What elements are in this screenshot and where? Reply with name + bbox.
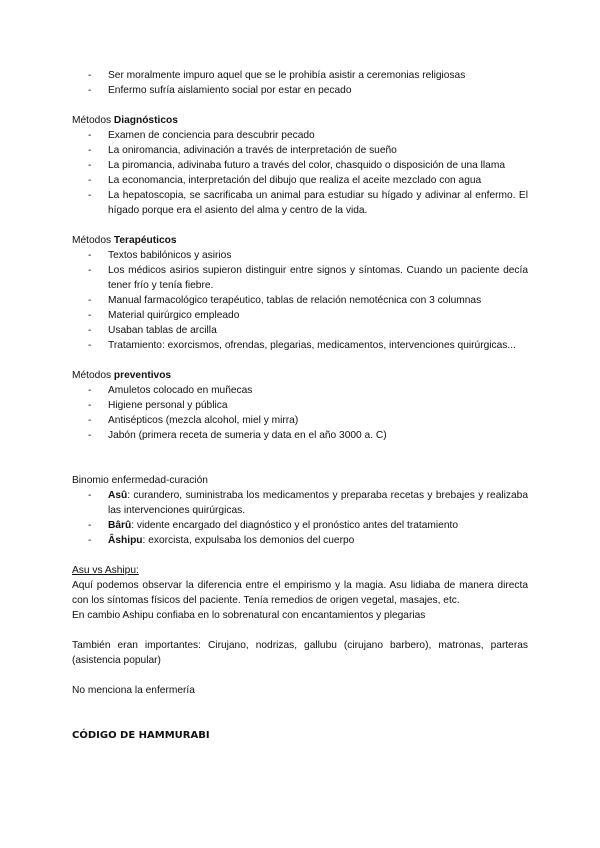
asu-vs-paragraph-1: Aquí podemos observar la diferencia entre el empirismo y la magia. Asu lidiaba de manera directa con los síntomas físicos del paciente. Tenía remedios de origen vegetal, masajes, etc. [72,580,528,606]
definition: : vidente encargado del diagnóstico y el pronóstico antes del tratamiento [131,520,458,531]
list-item: - La hepatoscopia, se sacrificaba un animal para estudiar su hígado y adivinar al enfermo. El hígado porque era el asiento del alma y centro de la vida. [72,188,528,218]
binomio-title: Binomio enfermedad-curación [72,475,208,486]
enfermeria-note: No menciona la enfermería [72,685,195,696]
list-item: - Examen de conciencia para descubrir pecado [72,128,528,143]
list-item: - Higiene personal y pública [72,398,528,413]
list-item [72,533,528,548]
section-heading-terapeuticos [72,233,528,248]
heading-bold: Diagnósticos [113,115,178,126]
asu-vs-paragraph-2: En cambio Ashipu confiaba en lo sobrenatural con encantamientos y plegarias [72,610,426,621]
document-page [72,68,528,743]
list-item: - Tratamiento: exorcismos, ofrendas, plegarias, medicamentos, intervenciones quirúrgicas... [72,338,528,353]
list-item [72,518,528,533]
term: Bârû [108,520,132,531]
heading-prefix: Métodos [72,235,114,246]
definition: : exorcista, expulsaba los demonios del cuerpo [142,535,355,546]
terapeuticos-list [72,248,528,353]
heading-prefix: Métodos [72,115,114,126]
section-heading-preventivos [72,368,528,383]
list-item: - Jabón (primera receta de sumeria y data en el año 3000 a. C) [72,428,528,443]
heading-prefix: Métodos [72,370,114,381]
list-item: - Material quirúrgico empleado [72,308,528,323]
list-item: - Enfermo sufría aislamiento social por estar en pecado [72,83,528,98]
list-item [72,488,528,518]
list-item: - Manual farmacológico terapéutico, tablas de relación nemotécnica con 3 columnas [72,293,528,308]
underlined-title: Asu vs Ashipu: [72,565,139,576]
asu-vs-title [72,563,528,578]
list-item: - Los médicos asirios supieron distinguir entre signos y síntomas. Cuando un paciente decía tener frío y tenía fiebre. [72,263,528,293]
intro-list [72,68,528,98]
heading-bold: Terapéuticos [113,235,177,246]
list-item: - Antisépticos (mezcla alcohol, miel y mirra) [72,413,528,428]
term: Âshipu [108,535,143,546]
codigo-heading: CÓDIGO DE HAMMURABI [72,730,210,741]
section-heading-diagnosticos [72,113,528,128]
list-item: - Textos babilónicos y asirios [72,248,528,263]
list-item: - Amuletos colocado en muñecas [72,383,528,398]
list-item: - La economancia, interpretación del dibujo que realiza el aceite mezclado con agua [72,173,528,188]
list-item: - La oniromancia, adivinación a través de interpretación de sueño [72,143,528,158]
list-item: - Usaban tablas de arcilla [72,323,528,338]
tambien-paragraph: También eran importantes: Cirujano, nodrizas, gallubu (cirujano barbero), matronas, parteras (asistencia popular) [72,640,528,666]
binomio-list [72,488,528,548]
heading-bold: preventivos [113,370,172,381]
list-item: - La piromancia, adivinaba futuro a través del color, chasquido o disposición de una llama [72,158,528,173]
preventivos-list [72,383,528,443]
definition: : curandero, suministraba los medicamentos y preparaba recetas y brebajes y realizaba las intervenciones quirúrgicas. [108,490,528,516]
diagnosticos-list [72,128,528,218]
term: Asû [108,490,128,501]
list-item: - Ser moralmente impuro aquel que se le prohibía asistir a ceremonias religiosas [72,68,528,83]
